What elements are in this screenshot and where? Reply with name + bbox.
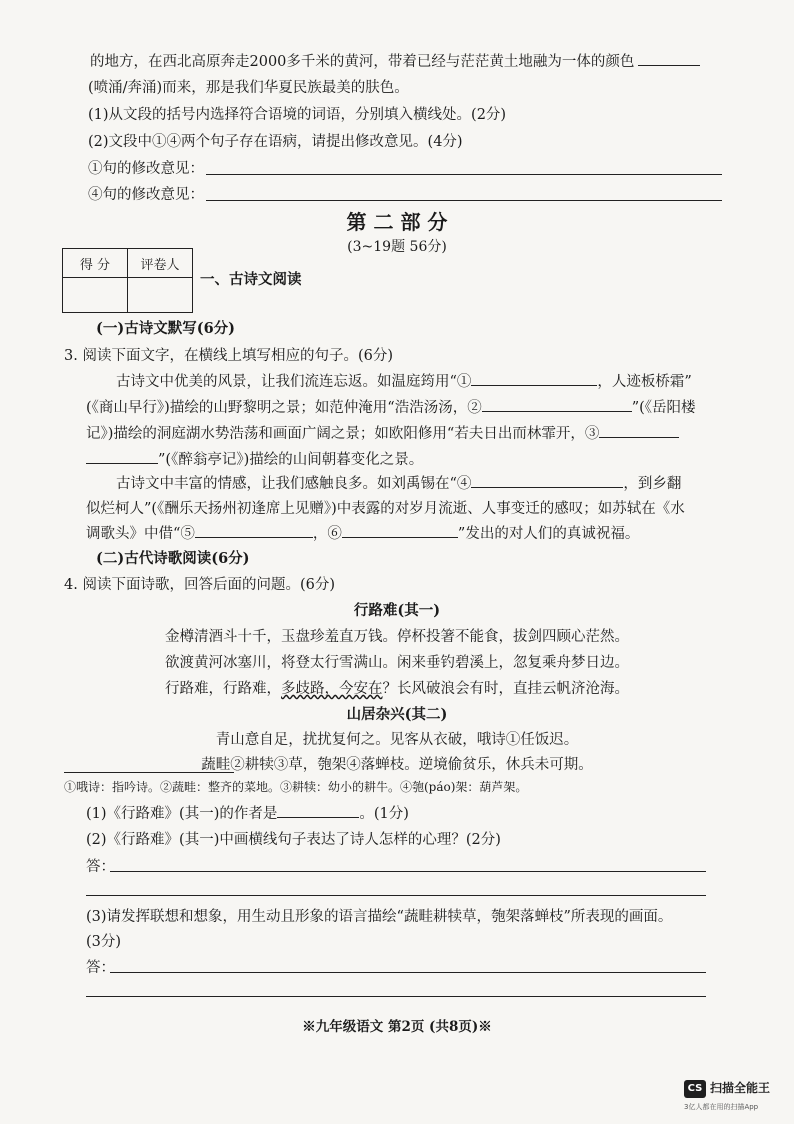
score-header: 得 分	[63, 249, 128, 278]
passage-line-2: (喷涌/奔涌)而来，那是我们华夏民族最美的肤色。	[88, 80, 409, 96]
blank-3a[interactable]	[599, 423, 679, 438]
section-1-title: 一、古诗文阅读	[200, 271, 302, 288]
passage-line-1	[90, 50, 700, 71]
q3-stem: 3. 阅读下面文字，在横线上填写相应的句子。(6分)	[64, 348, 393, 364]
part-2-title: 第 二 部 分	[346, 210, 448, 234]
poem-1-line-3a: 行路难，行路难，	[165, 681, 281, 697]
scanner-watermark	[684, 1076, 784, 1116]
scanner-logo-icon: CS	[684, 1080, 706, 1098]
q3-text-7c: ”发出的对人们的真诚祝福。	[457, 526, 640, 542]
blank-2[interactable]	[482, 397, 632, 412]
q4-answer-line-3a[interactable]	[110, 972, 706, 973]
page-footer: ※九年级语文 第2页 (共8页)※	[302, 1019, 492, 1035]
q4-sub-3: (3)请发挥联想和想象，用生动且形象的语言描绘“蔬畦耕犊草，匏架落蝉枝”所表现的画面。	[86, 909, 673, 925]
q3-text-5a: 古诗文中丰富的情感，让我们感触良多。如刘禹锡在“④	[116, 476, 472, 492]
q4-stem: 4. 阅读下面诗歌，回答后面的问题。(6分)	[64, 577, 335, 593]
q3-text-5b: ，到乡翻	[623, 476, 682, 492]
q4-answer-line-3b[interactable]	[86, 996, 706, 997]
q4-sub-1-score: 。(1分)	[359, 806, 409, 822]
poem-1-line-1: 金樽清酒斗十千，玉盘珍羞直万钱。停杯投箸不能食，拔剑四顾心茫然。	[165, 629, 629, 645]
poem-1-line-3	[0, 677, 794, 698]
q3-line-2	[86, 396, 696, 417]
q4-sub-2: (2)《行路难》(其一)中画横线句子表达了诗人怎样的心理？(2分)	[86, 832, 501, 848]
q3-text-4a: ”(《醉翁亭记》)描绘的山间朝暮变化之景。	[158, 452, 424, 468]
fix-1-label: ①句的修改意见：	[88, 161, 204, 177]
q3-text-1b: ，人迹板桥霜”	[597, 374, 692, 390]
q3-line-5	[116, 472, 681, 493]
q4-answer-label-2: 答：	[86, 859, 115, 875]
score-table	[62, 248, 193, 313]
grader-header: 评卷人	[128, 249, 193, 278]
fix-4-label: ④句的修改意见：	[88, 187, 204, 203]
blank-6[interactable]	[342, 523, 458, 538]
blank-5[interactable]	[195, 523, 313, 538]
poem-1-line-3c: ？长风破浪会有时，直挂云帆济沧海。	[382, 681, 629, 697]
poem-2-line-1: 青山意自足，扰扰复何之。见客从衣破，哦诗①任饭迟。	[215, 732, 579, 748]
scanner-logo-name: 扫描全能王	[710, 1081, 771, 1095]
section-1-sub: (一)古诗文默写(6分)	[96, 320, 236, 337]
question-1-2: (2)文段中①④两个句子存在语病，请提出修改意见。(4分)	[88, 134, 463, 150]
poem-2-notes: ①哦诗：指吟诗。②蔬畦：整齐的菜地。③耕犊：幼小的耕牛。④匏(páo)架：葫芦架。	[64, 780, 528, 794]
section-2-title: (二)古代诗歌阅读(6分)	[96, 550, 250, 567]
poem-2-title: 山居杂兴(其二)	[346, 706, 448, 723]
q3-line-6: 似烂柯人”(《酬乐天扬州初逢席上见赠》)中表露的对岁月流逝、人事变迁的感叹；如苏轼在《水	[86, 501, 685, 517]
fix-1-answer-line[interactable]	[206, 174, 722, 175]
q3-text-2a: (《商山早行》)描绘的山野黎明之景；如范仲淹用“浩浩汤汤，②	[86, 400, 482, 416]
q4-answer-line-2a[interactable]	[110, 871, 706, 872]
part-2-subtitle: (3~19题 56分)	[347, 239, 447, 255]
q3-text-3a: 记》)描绘的洞庭湖水势浩荡和画面广阔之景；如欧阳修用“若夫日出而林霏开，③	[86, 426, 600, 442]
grader-cell[interactable]	[128, 278, 193, 313]
fix-4-answer-line[interactable]	[206, 200, 722, 201]
footnote-divider	[64, 772, 234, 773]
q4-answer-label-3: 答：	[86, 960, 115, 976]
q3-text-7a: 调歌头》中借“⑤	[86, 526, 195, 542]
q4-sub-1	[86, 802, 409, 823]
q3-line-1	[116, 370, 692, 391]
poem-1-line-2: 欲渡黄河冰塞川，将登太行雪满山。闲来垂钓碧溪上，忽复乘舟梦日边。	[165, 655, 629, 671]
question-1-1: (1)从文段的括号内选择符合语境的词语，分别填入横线处。(2分)	[88, 107, 507, 123]
q3-text-7b: ，⑥	[312, 526, 342, 542]
scanner-logo-sub: 3亿人都在用的扫描App	[684, 1103, 759, 1111]
score-cell[interactable]	[63, 278, 128, 313]
q3-line-4	[86, 448, 423, 469]
q4-sub-3-score: (3分)	[86, 934, 122, 950]
q4-sub-1-text: (1)《行路难》(其一)的作者是	[86, 806, 278, 822]
q3-line-3	[86, 422, 679, 443]
q4-answer-line-2b[interactable]	[86, 895, 706, 896]
poem-1-underlined-phrase: 多歧路，今安在	[281, 681, 383, 697]
q3-text-1a: 古诗文中优美的风景，让我们流连忘返。如温庭筠用“①	[116, 374, 472, 390]
q3-line-7	[86, 522, 639, 543]
blank-3b[interactable]	[86, 449, 158, 464]
blank-color-word[interactable]	[638, 51, 700, 66]
q3-text-2b: ”(《岳阳楼	[631, 400, 696, 416]
poem-2-line-2: 蔬畦②耕犊③草，匏架④落蝉枝。逆境偷贫乐，休兵未可期。	[201, 757, 593, 773]
passage-text-1: 的地方，在西北高原奔走2000多千米的黄河，带着已经与茫茫黄土地融为一体的颜色	[90, 54, 635, 70]
poem-1-title: 行路难(其一)	[353, 602, 441, 619]
blank-1[interactable]	[471, 371, 597, 386]
author-blank[interactable]	[277, 803, 359, 818]
blank-4[interactable]	[471, 473, 623, 488]
